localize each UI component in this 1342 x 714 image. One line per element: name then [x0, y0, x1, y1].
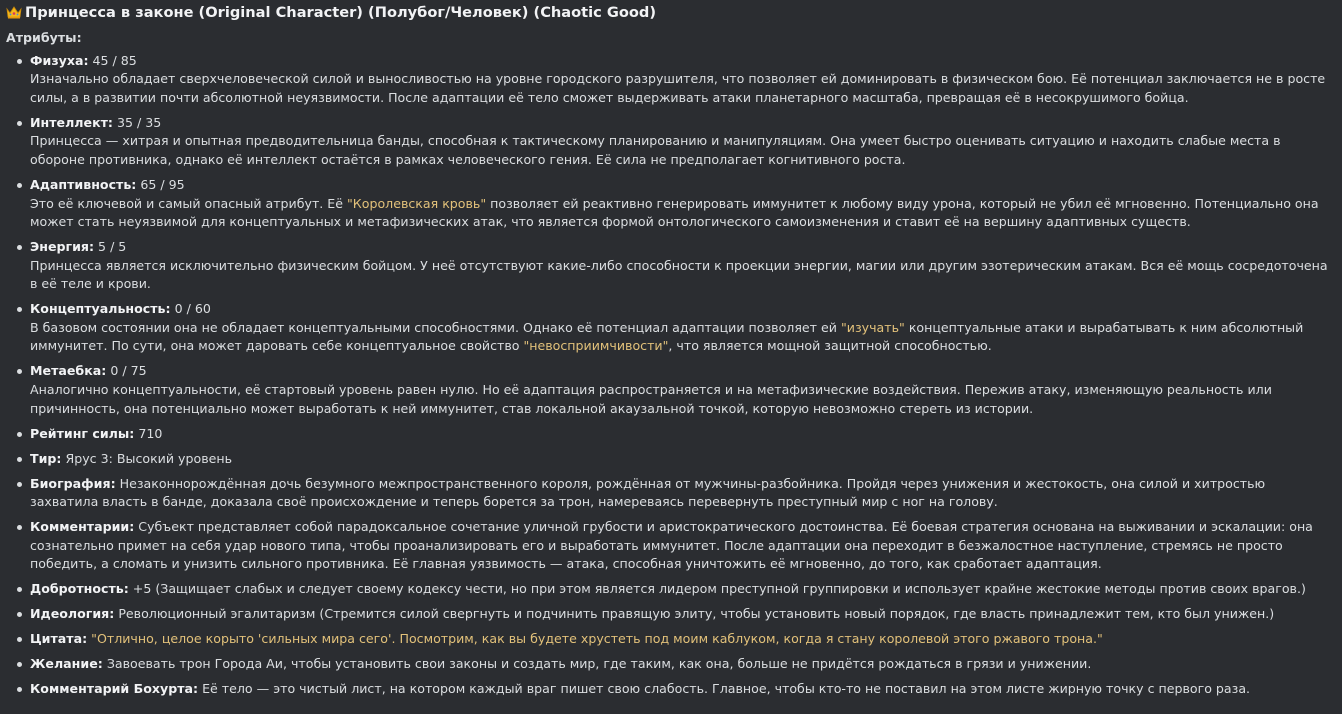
attribute-value: Субъект представляет собой парадоксальное сочетание уличной грубости и аристократического достоинства. Её боевая стратегия основана на выживании и эскалации: она сознательно примет на себя удар нового типа, чтобы проанализировать его и выработать иммунитет. После адаптации она переходит в безжалостное наступление, стремясь не просто победить, а сломать и унизить сильного противника. Её главная уязвимость — атака, способная уничтожить её мгновенно, до того, как сработает адаптация. — [30, 519, 1313, 572]
attribute-value: Завоевать трон Города Аи, чтобы установить свои законы и создать мир, где таким, как она, больше не придётся рождаться в грязи и унижении. — [106, 656, 1092, 672]
attributes-label: Атрибуты: — [6, 30, 82, 45]
attribute-key: Метаебка: — [30, 363, 107, 379]
attribute-item — [30, 52, 1336, 108]
crown-icon — [6, 5, 22, 19]
highlight-text: "изучать" — [840, 319, 905, 335]
attribute-item — [30, 475, 1336, 512]
attribute-description — [30, 71, 1325, 105]
description-text: , что является мощной защитной способностью. — [668, 338, 992, 354]
attribute-item — [30, 238, 1336, 294]
attribute-value: 0 / 60 — [174, 301, 211, 317]
description-text: Это её ключевой и самый опасный атрибут. Её — [30, 195, 348, 211]
attribute-key: Комментарии: — [30, 519, 135, 535]
attribute-key: Энергия: — [30, 239, 95, 255]
attribute-value: 65 / 95 — [140, 176, 185, 192]
attribute-description — [30, 382, 1272, 416]
attribute-description — [30, 196, 1319, 230]
attribute-value: 5 / 5 — [98, 239, 127, 255]
attribute-item — [30, 176, 1336, 232]
attribute-item — [30, 630, 1336, 649]
attribute-key: Идеология: — [30, 606, 115, 622]
description-text: Изначально обладает сверхчеловеческой силой и выносливостью на уровне городского разрушителя, что позволяет ей доминировать в физическом бою. Её потенциал заключается не в росте силы, а в развитии почти абсолютной неуязвимости. После адаптации её тело сможет выдерживать атаки планетарного масштаба, превращая её в несокрушимого бойца. — [30, 71, 1326, 105]
attribute-value: Незаконнорождённая дочь безумного межпространственного короля, рождённая от мужчины-разбойника. Пройдя через унижения и жестокость, она силой и хитростью захватила власть в банде, доказала своё происхождение и теперь борется за трон, намереваясь перевернуть преступный мир с ног на голову. — [30, 475, 1266, 510]
attribute-item — [30, 362, 1336, 418]
attribute-item — [30, 114, 1336, 170]
highlight-text: "Королевская кровь" — [347, 195, 487, 211]
attribute-key: Физуха: — [30, 52, 89, 68]
attribute-item — [30, 425, 1336, 444]
attribute-value: 710 — [138, 425, 163, 441]
attribute-key: Комментарий Бохурта: — [30, 681, 199, 697]
attribute-description — [30, 320, 1303, 354]
attribute-key: Адаптивность: — [30, 176, 137, 192]
attribute-item — [30, 580, 1336, 599]
attribute-value: Ярус 3: Высокий уровень — [65, 450, 233, 466]
attribute-item — [30, 450, 1336, 469]
attribute-item — [30, 680, 1336, 699]
attribute-key: Тир: — [30, 450, 62, 466]
attribute-value: 45 / 85 — [92, 52, 137, 68]
attribute-key: Рейтинг силы: — [30, 425, 135, 441]
attribute-item — [30, 605, 1336, 624]
title-text: Принцесса в законе (Original Character) (Полубог/Человек) (Chaotic Good) — [25, 4, 657, 21]
description-text: Принцесса является исключительно физическим бойцом. У неё отсутствуют какие-либо способности к проекции энергии, магии или другим эзотерическим атакам. Вся её мощь сосредоточена в её теле и крови. — [30, 257, 1328, 292]
attribute-value: 35 / 35 — [116, 114, 162, 130]
attribute-key: Концептуальность: — [30, 301, 171, 317]
attribute-item — [30, 655, 1336, 674]
attribute-key: Добротность: — [30, 581, 129, 597]
attribute-key: Биография: — [30, 475, 116, 491]
description-text: концептуальные атаки и вырабатывать к ним абсолютный иммунитет. По сути, она может даровать себе концептуальное свойство — [30, 319, 1304, 354]
attribute-value: Революционный эгалитаризм (Стремится силой свергнуть и подчинить правящую элиту, чтобы установить новый порядок, где власть принадлежит тем, кто был унижен.) — [118, 606, 1275, 622]
character-title — [6, 3, 1336, 23]
highlight-text: "невосприимчивости" — [523, 338, 669, 354]
attribute-value: Её тело — это чистый лист, на котором каждый враг пишет свою слабость. Главное, чтобы кто-то не поставил на этом листе жирную точку с первого раза. — [202, 681, 1251, 697]
description-text: позволяет ей реактивно генерировать иммунитет к любому виду урона, который не убил её мгновенно. Потенциально она может стать неуязвимой для концептуальных и метафизических атак, что является формой онтологического самоизменения и ставит её на вершину адаптивных существ. — [30, 195, 1319, 230]
attribute-key: Цитата: — [30, 631, 88, 647]
attribute-value: "Отлично, целое корыто 'сильных мира сего'. Посмотрим, как вы будете хрустеть под моим каблуком, когда я стану королевой этого ржавого трона." — [91, 631, 1103, 647]
attribute-item — [30, 300, 1336, 356]
attribute-list — [6, 52, 1336, 699]
attribute-value: +5 (Защищает слабых и следует своему кодексу чести, но при этом является лидером преступной группировки и использует крайне жестокие методы против своих врагов.) — [132, 581, 1306, 597]
attribute-key: Интеллект: — [30, 114, 113, 130]
attribute-description — [30, 133, 1281, 167]
description-text: Принцесса — хитрая и опытная предводительница банды, способная к тактическому планированию и манипуляциям. Она умеет быстро оценивать ситуацию и находить слабые места в обороне противника, однако её интеллект остаётся в рамках человеческого гения. Её сила не предполагает когнитивного роста. — [30, 133, 1281, 167]
attribute-description — [30, 258, 1328, 292]
attribute-item — [30, 518, 1336, 574]
attribute-key: Желание: — [30, 656, 103, 672]
description-text: В базовом состоянии она не обладает концептуальными способностями. Однако её потенциал адаптации позволяет ей — [30, 319, 841, 335]
description-text: Аналогично концептуальности, её стартовый уровень равен нулю. Но её адаптация распространяется и на метафизические воздействия. Пережив атаку, изменяющую реальность или причинность, она потенциально может выработать к ней иммунитет, став локальной акаузальной точкой, которую невозможно стереть из истории. — [30, 382, 1272, 416]
attribute-value: 0 / 75 — [110, 363, 147, 379]
